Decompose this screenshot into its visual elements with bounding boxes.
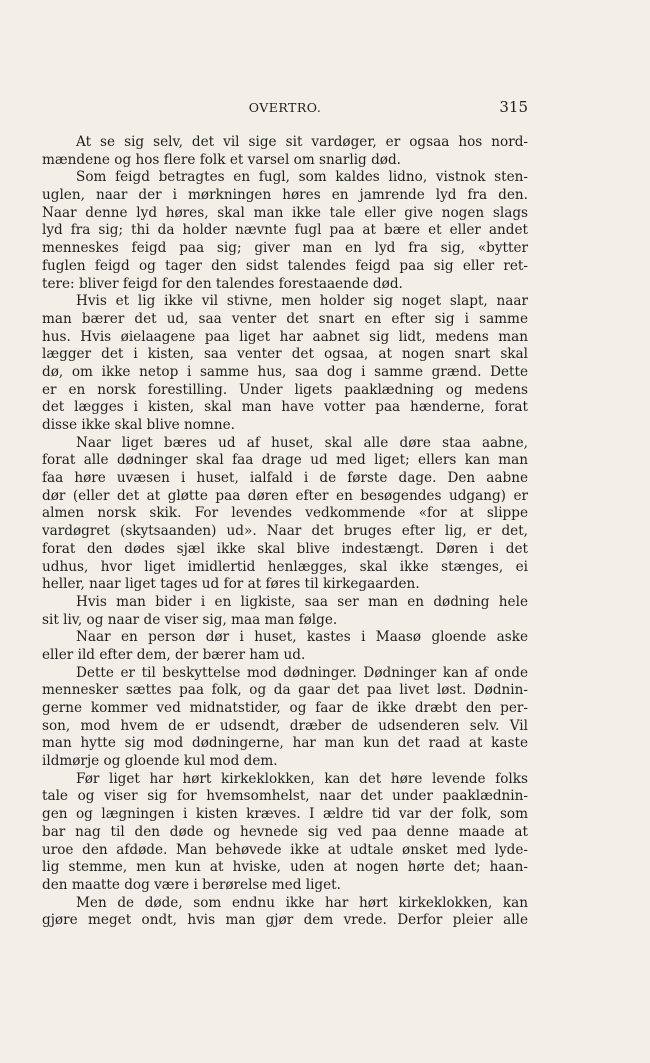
- text-line: At se sig selv, det vil sige sit vardøger, er ogsaa hos nord-: [76, 134, 528, 150]
- text-line: Hvis man bider i en ligkiste, saa ser man en dødning hele: [76, 593, 528, 610]
- text-line: man bærer det ud, saa venter det snart en efter sig i samme: [42, 310, 528, 327]
- text-line: Men de døde, som endnu ikke har hørt kirkeklokken, kan: [76, 894, 528, 911]
- text-line: dø, om ikke netop i samme hus, saa dog i samme grænd. Dette: [42, 363, 528, 380]
- text-line: Dette er til beskyttelse mod dødninger. Dødninger kan af onde: [76, 664, 528, 681]
- text-line: er en norsk forestilling. Under ligets paaklædning og medens: [42, 381, 528, 398]
- text-line: almen norsk skik. For levendes vedkommende «for at slippe: [42, 505, 528, 522]
- page-number: 315: [499, 98, 528, 116]
- text-line: forat alle dødninger skal faa drage ud med liget; ellers kan man: [42, 452, 528, 469]
- text-line: vardøgret (skytsaanden) ud». Naar det bruges efter lig, er det,: [42, 523, 528, 540]
- page-header: [42, 98, 528, 118]
- text-line: gerne kommer ved midnatstider, og faar de ikke dræbt den per-: [42, 700, 528, 716]
- body-text: [42, 134, 528, 930]
- running-title: OVERTRO.: [248, 100, 322, 115]
- text-line: Før liget har hørt kirkeklokken, kan det høre levende folks: [76, 770, 528, 787]
- text-line: gjøre meget ondt, hvis man gjør dem vrede. Derfor pleier alle: [42, 912, 528, 929]
- text-line: lyd fra sig; thi da holder nævnte fugl paa at bære et eller andet: [42, 222, 528, 239]
- text-line: bar nag til den døde og hevnede sig ved paa denne maade at: [42, 823, 528, 840]
- text-line: menneskes feigd paa sig; giver man en lyd fra sig, «bytter: [42, 240, 528, 257]
- text-line: ildmørje og gloende kul mod dem.: [42, 753, 278, 770]
- text-line: lig stemme, men kun at hviske, uden at nogen hørte det; haan-: [42, 859, 528, 876]
- text-line: Naar en person dør i huset, kastes i Maasø gloende aske: [76, 629, 528, 646]
- text-line: udhus, hvor liget imidlertid henlægges, skal ikke stænges, ei: [42, 558, 528, 575]
- text-line: det lægges i kisten, skal man have votter paa hænderne, forat: [42, 399, 528, 416]
- text-line: Som feigd betragtes en fugl, som kaldes lidno, vistnok sten-: [76, 169, 528, 186]
- text-line: dør (eller det at gløtte paa døren efter en besøgendes udgang) er: [42, 487, 528, 504]
- text-line: uroe den afdøde. Man behøvede ikke at udtale ønsket med lyde-: [42, 841, 528, 858]
- text-line: uglen, naar der i mørkningen høres en jamrende lyd fra den.: [42, 187, 528, 204]
- text-line: eller ild efter dem, der bærer ham ud.: [42, 646, 306, 663]
- text-line: fuglen feigd og tager den sidst talendes feigd paa sig eller ret-: [42, 257, 528, 274]
- text-line: faa høre uvæsen i huset, ialfald i de første dage. Den aabne: [42, 470, 528, 487]
- text-line: mændene og hos flere folk et varsel om snarlig død.: [42, 151, 401, 168]
- text-line: lægger det i kisten, saa venter det ogsaa, at nogen snart skal: [42, 346, 528, 363]
- text-line: hus. Hvis øielaagene paa liget har aabnet sig lidt, medens man: [42, 328, 528, 345]
- text-line: gen og lægningen i kisten kræves. I ældre tid var der folk, som: [42, 806, 528, 823]
- text-line: tere: bliver feigd for den talendes forestaaende død.: [42, 275, 403, 292]
- text-line: man hytte sig mod dødningerne, har man kun det raad at kaste: [42, 735, 528, 752]
- text-line: mennesker sættes paa folk, og da gaar det paa livet løst. Dødnin-: [42, 682, 528, 699]
- text-line: son, mod hvem de er udsendt, dræber de udsenderen selv. Vil: [42, 717, 528, 734]
- text-line: den maatte dog være i berørelse med liget.: [42, 876, 341, 893]
- text-line: forat den dødes sjæl ikke skal blive indestængt. Døren i det: [42, 540, 528, 557]
- text-line: tale og viser sig for hvemsomhelst, naar det under paaklædnin-: [42, 788, 528, 805]
- text-line: sit liv, og naar de viser sig, maa man følge.: [42, 611, 338, 628]
- text-line: Naar denne lyd høres, skal man ikke tale eller give nogen slags: [42, 204, 528, 221]
- text-line: Hvis et lig ikke vil stivne, men holder sig noget slapt, naar: [76, 293, 528, 310]
- text-line: heller, naar liget tages ud for at føres til kirkegaarden.: [42, 576, 420, 593]
- text-line: disse ikke skal blive nomne.: [42, 417, 235, 433]
- text-line: Naar liget bæres ud af huset, skal alle døre staa aabne,: [76, 434, 528, 451]
